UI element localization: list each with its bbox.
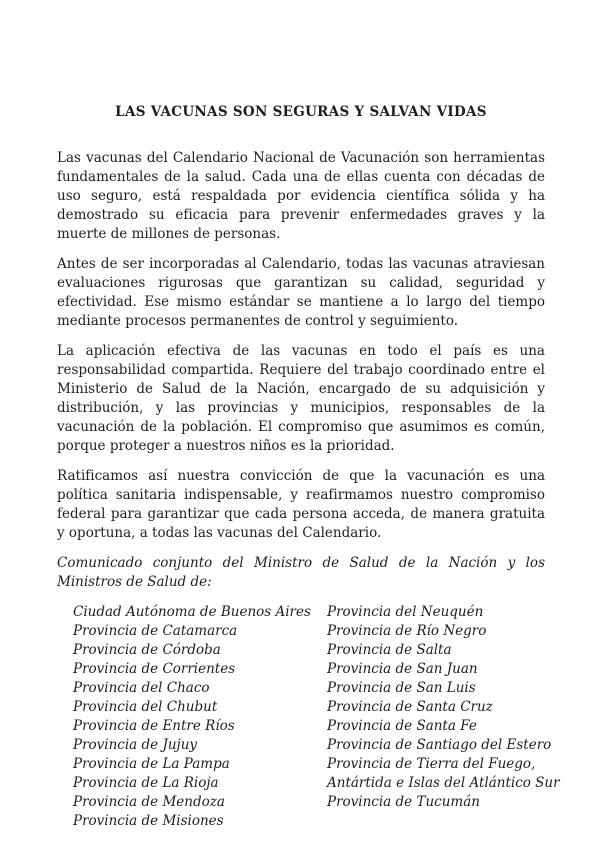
signatory-item: Provincia de Río Negro [327, 623, 487, 639]
signatory-item: Provincia de Tierra del Fuego, Antártida e Islas del Atlántico Sur [327, 756, 560, 791]
signatories-column-left [73, 603, 327, 831]
signatory-item: Provincia de Catamarca [73, 623, 238, 639]
signatory-item: Provincia del Neuquén [327, 604, 484, 620]
signatory-item: Provincia de La Rioja [73, 775, 219, 791]
paragraph-ratification: Ratificamos así nuestra convicción de que la vacunación es una política sanitaria indispensable, y reafirmamos nuestro compromiso federal para garantizar que cada persona acceda, de manera gratuita y oportuna, a todas las vacunas del Calendario. [57, 468, 545, 541]
signatory-item: Provincia del Chaco [73, 680, 210, 696]
signatory-item: Provincia de Córdoba [73, 642, 221, 658]
signatory-item: Provincia de Corrientes [73, 661, 236, 677]
signatories-column-right [327, 603, 567, 831]
document-title: LAS VACUNAS SON SEGURAS Y SALVAN VIDAS [115, 104, 487, 120]
signatory-item: Provincia de La Pampa [73, 756, 230, 772]
paragraph-shared-responsibility: La aplicación efectiva de las vacunas en todo el país es una responsabilidad compartida. Requiere del trabajo coordinado entre el Ministerio de Salud de la Nación, encargado de su adquisición y distribución, y las provincias y municipios, responsables de la vacunación de la población. El compromiso que asumimos es común, porque proteger a nuestros niños es la prioridad. [57, 343, 545, 454]
signatory-item: Provincia del Chubut [73, 699, 218, 715]
signatory-item: Provincia de Mendoza [73, 794, 225, 810]
signatory-intro: Comunicado conjunto del Ministro de Salud de la Nación y los Ministros de Salud de: [57, 555, 545, 590]
signatory-item: Ciudad Autónoma de Buenos Aires [73, 604, 311, 620]
signatory-item: Provincia de Jujuy [73, 737, 198, 753]
paragraph-evaluations: Antes de ser incorporadas al Calendario, todas las vacunas atraviesan evaluaciones rigurosas que garantizan su calidad, seguridad y efectividad. Ese mismo estándar se mantiene a lo largo del tiempo mediante procesos permanentes de control y seguimiento. [57, 256, 545, 329]
signatory-item: Provincia de San Luis [327, 680, 476, 696]
signatory-item: Provincia de San Juan [327, 661, 478, 677]
signatory-item: Provincia de Santiago del Estero [327, 737, 552, 753]
paragraph-vaccines-tools: Las vacunas del Calendario Nacional de Vacunación son herramientas fundamentales de la salud. Cada una de ellas cuenta con décadas de uso seguro, está respaldada por evidencia científica sólida y ha demostrado su eficacia para prevenir enfermedades graves y la muerte de millones de personas. [57, 150, 545, 242]
signatory-item: Provincia de Misiones [73, 813, 224, 829]
signatory-item: Provincia de Tucumán [327, 794, 480, 810]
signatory-item: Provincia de Salta [327, 642, 452, 658]
signatory-item: Provincia de Entre Ríos [73, 718, 235, 734]
signatory-item: Provincia de Santa Fe [327, 718, 477, 734]
signatory-item: Provincia de Santa Cruz [327, 699, 493, 715]
signatories-list [57, 603, 560, 831]
